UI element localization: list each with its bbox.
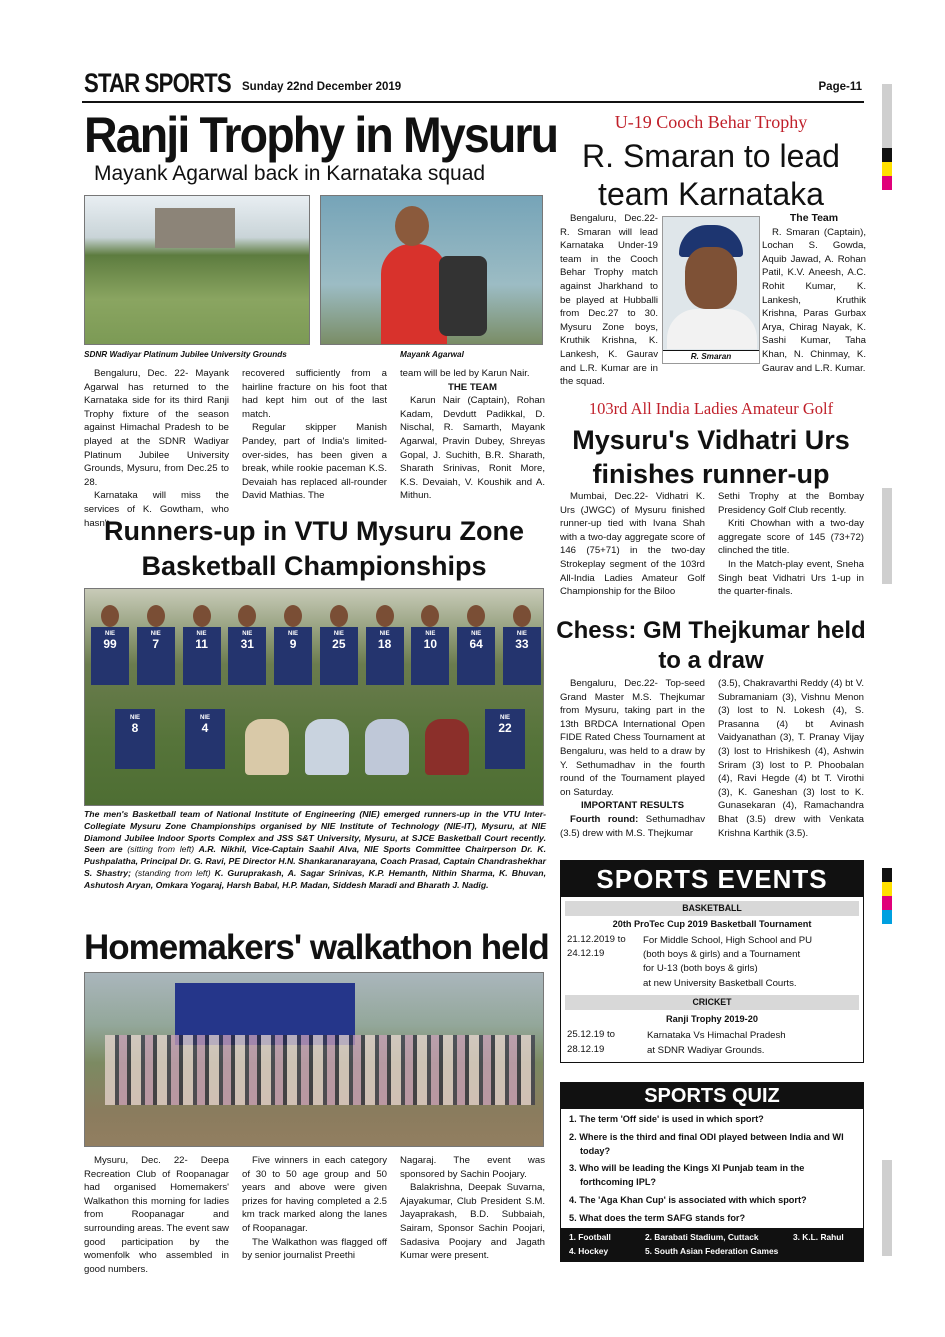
sports-quiz-box bbox=[560, 1082, 864, 1262]
jersey-18 bbox=[366, 627, 404, 685]
quiz-question: 1. The term 'Off side' is used in which sport? bbox=[569, 1114, 764, 1124]
quiz-answer: 5. South Asian Federation Games bbox=[645, 1246, 779, 1256]
golf-kicker: 103rd All India Ladies Amateur Golf bbox=[588, 399, 834, 418]
smaran-shirt-shape bbox=[667, 309, 757, 349]
ranji-col3-para1: team will be led by Karun Nair. bbox=[400, 368, 530, 379]
player-head bbox=[330, 605, 348, 627]
cricket-details bbox=[647, 1029, 859, 1058]
chess-round-text: Sethumadhav (3.5) drew with M.S. Thejkumar bbox=[560, 813, 705, 839]
player-caption: Mayank Agarwal bbox=[400, 350, 464, 359]
cricket-label: CRICKET bbox=[565, 995, 859, 1010]
ranji-subhead: Mayank Agarwal back in Karnataka squad bbox=[94, 162, 486, 185]
golf-col1 bbox=[560, 490, 705, 599]
jersey-number: 9 bbox=[289, 637, 297, 651]
registration-mark bbox=[882, 882, 892, 896]
quiz-questions bbox=[569, 1113, 859, 1226]
seated-official-1 bbox=[245, 719, 289, 775]
margin-strip-mid bbox=[882, 488, 892, 584]
quiz-question: 4. The 'Aga Khan Cup' is associated with which sport? bbox=[569, 1194, 807, 1205]
jersey-number: 64 bbox=[469, 637, 483, 651]
ranji-col2 bbox=[242, 367, 387, 503]
registration-mark bbox=[882, 148, 892, 162]
basketball-label: BASKETBALL bbox=[565, 901, 859, 916]
walk-col3 bbox=[400, 1154, 545, 1263]
quiz-answer: 1. Football bbox=[569, 1232, 611, 1242]
golf-col2-para1: Sethi Trophy at the Bombay Presidency Golf Club recently. bbox=[718, 491, 864, 516]
jersey-10 bbox=[411, 627, 449, 685]
jersey-99 bbox=[91, 627, 129, 685]
quiz-answer: 2. Barabati Stadium, Cuttack bbox=[645, 1232, 759, 1242]
basketball-date2: 24.12.19 bbox=[567, 948, 605, 959]
jersey-brand: NIE bbox=[104, 631, 115, 637]
margin-strip-bottom bbox=[882, 1160, 892, 1256]
smaran-photo-frame bbox=[662, 216, 760, 364]
player-head bbox=[467, 605, 485, 627]
chess-headline: Chess: GM Thejkumar held to a draw bbox=[556, 617, 866, 674]
registration-mark bbox=[882, 162, 892, 176]
chess-results-head: IMPORTANT RESULTS bbox=[580, 800, 685, 812]
walk-col1 bbox=[84, 1154, 229, 1276]
quiz-answers bbox=[561, 1228, 863, 1261]
jersey-brand: NIE bbox=[516, 631, 527, 637]
chess-col1 bbox=[560, 677, 705, 840]
jersey-22 bbox=[485, 709, 525, 769]
participants-shape bbox=[105, 1035, 535, 1105]
ranji-team-list: Karun Nair (Captain), Rohan Kadam, Devdutt Padikkal, D. Nischal, R. Samarth, Mayank Agarwal, Pravin Dubey, Shreyas Gopal, J. Suchith, B.R. Sharath, Sharath Srinivas, Ronit More, K.S. Devaiah, V. Koushik and A. Mithun. bbox=[400, 395, 545, 502]
jersey-brand: NIE bbox=[196, 631, 207, 637]
jersey-8 bbox=[115, 709, 155, 769]
jersey-brand: NIE bbox=[150, 631, 161, 637]
player-head bbox=[193, 605, 211, 627]
walkathon-photo bbox=[84, 972, 544, 1147]
seated-official-4 bbox=[425, 719, 469, 775]
vtu-caption-a: The men's Basketball team of National Institute of Engineering (NIE) emerged runners-up in the VTU Inter-Collegiate Mysuru Zone Championships organised by NIE Institute of Technology (NIE-IT), Mysuru, at NIE Diamond Jubilee Indoor Sports Complex and JSS S&T University, Mysuru, at SJCE Basketball Court recently. Seen are bbox=[84, 809, 546, 855]
golf-headline: Mysuru's Vidhatri Urs finishes runner-up bbox=[572, 425, 850, 489]
jersey-number: 10 bbox=[423, 637, 438, 651]
registration-mark bbox=[882, 176, 892, 190]
jersey-number: 99 bbox=[103, 637, 117, 651]
jersey-brand: NIE bbox=[499, 715, 510, 721]
player-head-shape bbox=[395, 206, 429, 246]
walk-col3-para2: Balakrishna, Deepak Suvarna, Ajayakumar, Club President S.M. Jayaprakash, B.D. Subbaiah, Sairam, Sponsor Sachin Poojari, Sadasiva Poojary and Jagath Kumar were present. bbox=[400, 1182, 545, 1262]
ranji-col1 bbox=[84, 367, 229, 530]
player-head bbox=[238, 605, 256, 627]
player-photo bbox=[320, 195, 543, 345]
chess-col1-para: Bengaluru, Dec.22- Top-seed Grand Master M.S. Thejkumar from Mysuru, taking part in the 13th BRDCA International Open FIDE Rated Chess Tournament at Bengaluru, was held to a draw by Y. Sethumadhav in the fourth round of the Tournament played on Saturday. bbox=[560, 678, 705, 798]
masthead bbox=[82, 66, 864, 102]
golf-col2-para2: Kriti Chowhan with a two-day aggregate score of 145 (73+72) clinched the title. bbox=[718, 518, 864, 557]
cricket-event: Ranji Trophy 2019-20 bbox=[666, 1014, 758, 1024]
basketball-event: 20th ProTec Cup 2019 Basketball Tournament bbox=[612, 919, 812, 929]
vtu-caption-d: (standing from left) bbox=[135, 867, 211, 878]
section-title: STAR SPORTS bbox=[84, 68, 231, 98]
cricket-date2: 28.12.19 bbox=[567, 1044, 605, 1055]
jersey-4 bbox=[185, 709, 225, 769]
basketball-details bbox=[643, 934, 859, 991]
chess-col2-para: (3.5), Chakravarthi Reddy (4) bt V. Subramaniam (3), Vishnu Menon (3) lost to N. Lokesh (4), S. Prasanna (4) bt Avinash Vaidyanathan (3), T. Pranay Vijay (3) lost to Hrishikesh (4), Ashwin Sriram (3) lost to P. Phoobalan (4), Ravi Hegde (4) bt T. Virothi (3), K. Ganeshan (3) lost to K. Gunasekaran (4), Ramachandra Bhat (3.5) drew with Venkata Krishna Karthik (3.5). bbox=[718, 678, 864, 839]
cricket-line: at SDNR Wadiyar Grounds. bbox=[647, 1044, 765, 1056]
margin-strip-top bbox=[882, 84, 892, 148]
walk-col1-para: Mysuru, Dec. 22- Deepa Recreation Club of Roopanagar had organised Homemakers' Walkathon this morning for ladies from Roopanagar and surrounding areas. The event saw good participation by the womenfolk who assembled in good numbers. bbox=[84, 1155, 229, 1275]
player-jersey-shape bbox=[381, 244, 447, 345]
smaran-photo-caption: R. Smaran bbox=[663, 350, 759, 363]
jersey-7 bbox=[137, 627, 175, 685]
events-title: SPORTS EVENTS bbox=[561, 861, 863, 897]
jersey-64 bbox=[457, 627, 495, 685]
vtu-caption-e: K. Guruprakash, A. Sagar Srinivas, K.P. Hemanth, Nithin Sharma, K. Bhuvan, Ashutosh Aryan, Omkara Yogaraj, Harsh Babal, H.P. Madan, Siddesh Maradi and Bharath J. Nadig. bbox=[84, 867, 546, 890]
jersey-brand: NIE bbox=[242, 631, 253, 637]
quiz-answer: 4. Hockey bbox=[569, 1246, 609, 1256]
smaran-team-col bbox=[762, 212, 866, 375]
ranji-col3 bbox=[400, 367, 545, 503]
basketball-date1: 21.12.2019 to bbox=[567, 934, 626, 945]
smaran-kicker: U-19 Cooch Behar Trophy bbox=[614, 112, 808, 132]
jersey-number: 11 bbox=[195, 637, 208, 651]
jersey-brand: NIE bbox=[379, 631, 390, 637]
masthead-rule bbox=[82, 101, 864, 103]
team-photo bbox=[84, 588, 544, 806]
stadium-caption: SDNR Wadiyar Platinum Jubilee University Grounds bbox=[84, 350, 287, 359]
quiz-question: 5. What does the term SAFG stands for? bbox=[569, 1212, 746, 1223]
jersey-brand: NIE bbox=[129, 715, 140, 721]
jersey-number: 33 bbox=[515, 637, 529, 651]
smaran-team-head: The Team bbox=[789, 212, 839, 224]
quiz-question: 2. Where is the third and final ODI played between India and WI today? bbox=[569, 1131, 844, 1156]
seated-official-2 bbox=[305, 719, 349, 775]
smaran-face-shape bbox=[685, 247, 737, 309]
quiz-title: SPORTS QUIZ bbox=[561, 1083, 863, 1109]
jersey-number: 22 bbox=[498, 721, 512, 735]
jersey-31 bbox=[228, 627, 266, 685]
quiz-question: 3. Who will be leading the Kings XI Punjab team in the forthcoming IPL? bbox=[569, 1163, 805, 1188]
ranji-headline: Ranji Trophy in Mysuru bbox=[84, 107, 558, 163]
jersey-number: 8 bbox=[131, 721, 139, 735]
smaran-team-list: R. Smaran (Captain), Lochan S. Gowda, Aquib Jawad, A. Rohan Patil, K.V. Aneesh, A.C. Rohit Kumar, K. Lankesh, Kruthik Krishna, Paras Gurbax Arya, Chirag Nayak, K. Sashi Kumar, Taha Khan, N. Chinmay, K. Gaurav and L.R. Kumar. bbox=[762, 226, 866, 374]
player-head bbox=[101, 605, 119, 627]
jersey-number: 18 bbox=[377, 637, 392, 651]
walk-col2-para2: The Walkathon was flagged off by senior journalist Preethi bbox=[242, 1236, 387, 1262]
cricket-line: Karnataka Vs Himachal Pradesh bbox=[647, 1030, 786, 1041]
jersey-number: 31 bbox=[240, 637, 254, 651]
player-head bbox=[147, 605, 165, 627]
player-head bbox=[513, 605, 531, 627]
vtu-headline: Runners-up in VTU Mysuru Zone Basketball Championships bbox=[103, 516, 524, 581]
sports-events-box bbox=[560, 860, 864, 1063]
ranji-col2-para1: recovered sufficiently from a hairline fracture on his foot that had kept him out of the last match. bbox=[242, 368, 387, 420]
grandstand-shape bbox=[155, 208, 235, 248]
jersey-11 bbox=[183, 627, 221, 685]
player-head bbox=[376, 605, 394, 627]
chess-round-label: Fourth round: bbox=[570, 813, 639, 825]
jersey-25 bbox=[320, 627, 358, 685]
ranji-col1-para1: Bengaluru, Dec. 22- Mayank Agarwal has returned to the Karnataka side for its third Ranji Trophy fixture of the season against Himachal Pradesh to be played at the SDNR Wadiyar Platinum Jubilee University Grounds, Mysuru, from Dec.25 to 28. bbox=[84, 368, 229, 488]
golf-col2-para3: In the Match-play event, Sneha Singh beat Vidhatri Urs 1-up in the quarter-finals. bbox=[718, 558, 864, 598]
basketball-line: for U-13 (both boys & girls) bbox=[643, 963, 758, 975]
jersey-brand: NIE bbox=[425, 631, 436, 637]
jersey-number: 25 bbox=[332, 637, 346, 651]
chess-round bbox=[560, 813, 705, 840]
jersey-number: 4 bbox=[201, 721, 209, 735]
registration-mark bbox=[882, 868, 892, 882]
registration-mark bbox=[882, 896, 892, 910]
jersey-number: 7 bbox=[152, 637, 160, 651]
chess-col2 bbox=[718, 677, 864, 840]
walk-headline: Homemakers' walkathon held bbox=[84, 928, 549, 967]
smaran-headline: R. Smaran to lead team Karnataka bbox=[582, 138, 840, 212]
walk-col3-para1: Nagaraj. The event was sponsored by Sachin Poojary. bbox=[400, 1155, 545, 1180]
ranji-col1-para2: Karnataka will miss the services of K. Gowtham, who hasn't bbox=[84, 490, 229, 529]
vtu-caption-c: A.R. Nikhil, Vice-Captain Saahil Alva, NIE Sports Committee Chairperson Dr. K. Pushpalatha, Principal Dr. G. Ravi, PE Director H.N. Shankaranarayana, Coach Prasad, Captain Chandrashekhar S. Shastry; bbox=[84, 844, 546, 878]
golf-col1-para: Mumbai, Dec.22- Vidhatri K. Urs (JWGC) of Mysuru finished runner-up tied with Ivana Shah with a two-day aggregate score of 146 (75+71) in the two-day Strokeplay segment of the 103rd All-India Ladies Amateur Golf Championship for the Biloo bbox=[560, 491, 705, 598]
vtu-caption-b: (sitting from left) bbox=[127, 844, 195, 855]
walk-col2-para1: Five winners in each category of 30 to 50 age group and 50 years and above were given prizes for having completed a 2.5 km track marked along the lanes of Roopanagar. bbox=[242, 1155, 387, 1234]
quiz-answer: 3. K.L. Rahul bbox=[793, 1232, 844, 1242]
golf-col2 bbox=[718, 490, 864, 599]
stadium-photo bbox=[84, 195, 310, 345]
player-head bbox=[284, 605, 302, 627]
smaran-body: Bengaluru, Dec.22- R. Smaran will lead Karnataka Under-19 team in the Cooch Behar Trophy match against Jharkhand to be played at Hubballi from Dec.27 to 30. Mysuru Zone boys, Kruthik Krishna, K. Lankesh, K. Gaurav and L.R. Kumar are in the squad. bbox=[560, 213, 658, 388]
cricket-date1: 25.12.19 to bbox=[567, 1029, 616, 1040]
kit-bag-shape bbox=[439, 256, 487, 336]
front-row-players bbox=[115, 709, 515, 789]
jersey-brand: NIE bbox=[199, 715, 210, 721]
basketball-line: For Middle School, High School and PU bbox=[643, 935, 813, 946]
player-head bbox=[421, 605, 439, 627]
registration-mark bbox=[882, 910, 892, 924]
seated-official-3 bbox=[365, 719, 409, 775]
basketball-line: (both boys & girls) and a Tournament bbox=[643, 949, 801, 961]
page-number: Page-11 bbox=[818, 81, 862, 93]
ranji-team-head: THE TEAM bbox=[447, 381, 498, 393]
jersey-brand: NIE bbox=[471, 631, 482, 637]
jersey-brand: NIE bbox=[288, 631, 299, 637]
walk-col2 bbox=[242, 1154, 387, 1263]
jersey-33 bbox=[503, 627, 541, 685]
vtu-caption bbox=[84, 809, 546, 892]
jersey-9 bbox=[274, 627, 312, 685]
basketball-line: at new University Basketball Courts. bbox=[643, 977, 797, 989]
issue-date: Sunday 22nd December 2019 bbox=[242, 81, 402, 93]
jersey-brand: NIE bbox=[333, 631, 344, 637]
ranji-col2-para2: Regular skipper Manish Pandey, part of India's limited-over-sides, has been given a break, while rookie paceman K.S. Devaiah has replaced all-rounder David Mathias. The bbox=[242, 422, 387, 502]
